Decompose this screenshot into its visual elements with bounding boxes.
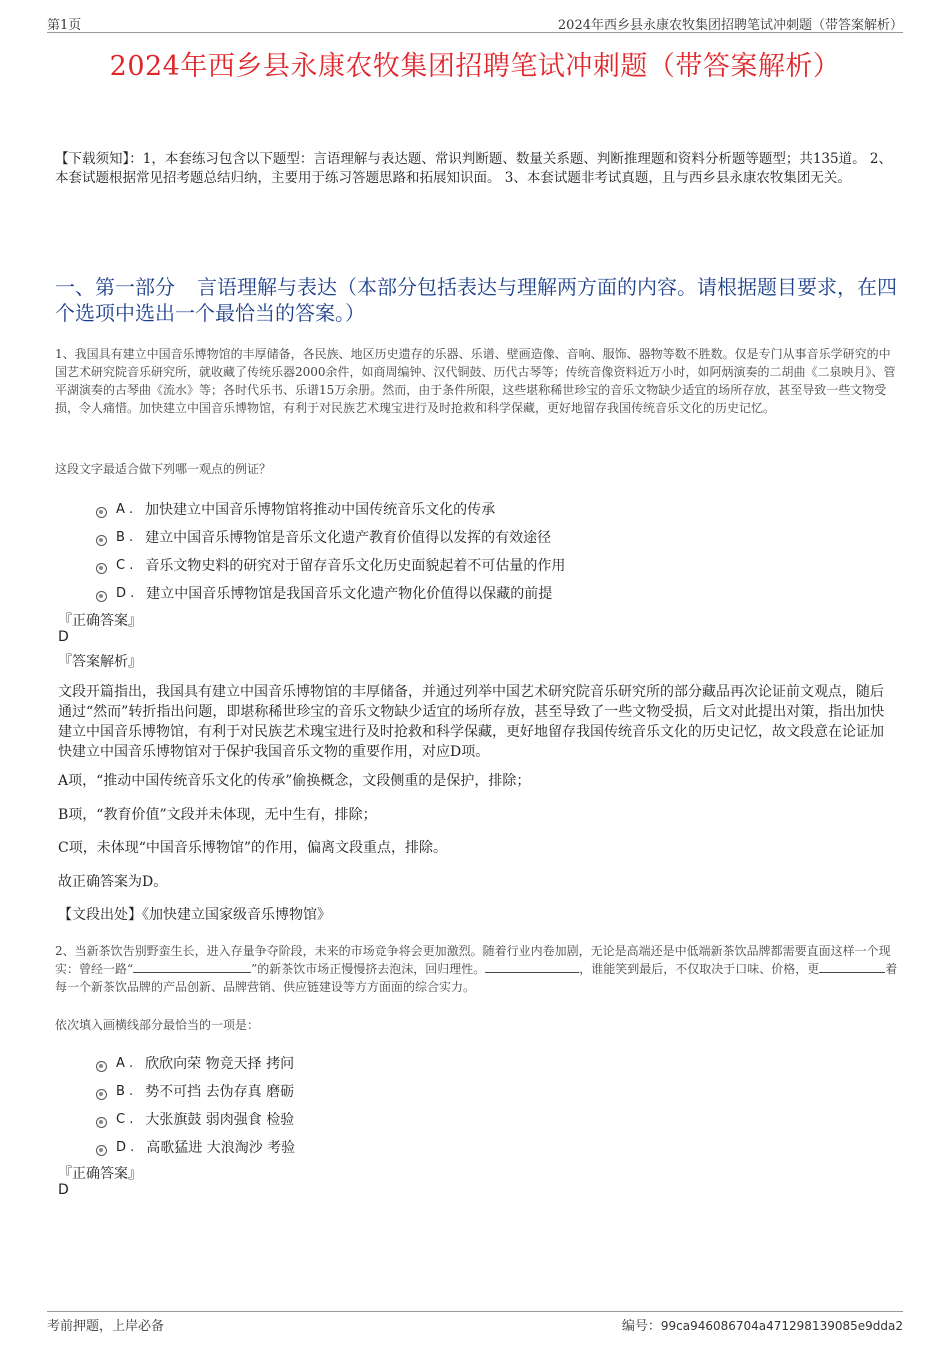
q2-text-part: 着每一个新茶饮品牌的产品创新、品牌营销、供应链建设等方方面面的综合实力。	[55, 962, 898, 994]
radio-icon[interactable]	[96, 1089, 107, 1100]
question-2-answer: D	[58, 1182, 69, 1198]
footer-code-label: 编号：	[621, 1319, 661, 1334]
question-2-text	[55, 942, 902, 996]
header-doc-title: 2024年西乡县永康农牧集团招聘笔试冲刺题（带答案解析）	[557, 18, 903, 33]
radio-icon[interactable]	[96, 563, 107, 574]
option-letter: B .	[116, 529, 134, 545]
question-1-note-c: C项，未体现“中国音乐博物馆”的作用，偏离文段重点，排除。	[58, 840, 448, 856]
question-1-source: 【文段出处】《加快建立国家级音乐博物馆》	[58, 907, 331, 923]
option-letter: A .	[116, 1055, 134, 1071]
option-text: 加快建立中国音乐博物馆将推动中国传统音乐文化的传承	[145, 502, 496, 518]
question-1-option-a[interactable]	[96, 495, 565, 523]
question-1-analysis: 文段开篇指出，我国具有建立中国音乐博物馆的丰厚储备，并通过列举中国艺术研究院音乐研究所的部分藏品再次论证前文观点，随后通过“然而”转折指出问题，即堪称稀世珍宝的音乐文物缺少适宜的场所存放，甚至导致了一些文物受损，后文对此提出对策，指出加快建立中国音乐博物馆，有利于对民族艺术瑰宝进行及时抢救和科学保藏，更好地留存我国传统音乐文化的历史记忆，故文段意在论证加快建立中国音乐博物馆对于保护我国音乐文物的重要作用，对应D项。	[58, 684, 885, 760]
download-notice: 【下载须知】：1，本套练习包含以下题型：言语理解与表达题、常识判断题、数量关系题、判断推理题和资料分析题等题型；共135道。 2、本套试题根据常见招考题总结归纳，主要用于练习答题思路和拓展知识面。 3、本套试题非考试真题，且与西乡县永康农牧集团无关。	[55, 151, 892, 186]
question-2-option-c[interactable]	[96, 1105, 295, 1133]
blank-1	[133, 960, 251, 973]
page-number: 第1页	[47, 18, 82, 33]
option-letter: C .	[116, 1111, 134, 1127]
option-letter: C .	[116, 557, 134, 573]
radio-icon[interactable]	[96, 1145, 107, 1156]
option-letter: A .	[116, 501, 134, 517]
blank-3	[819, 960, 885, 973]
option-text: 高歌猛进 大浪淘沙 考验	[146, 1140, 296, 1156]
question-2-options	[96, 1049, 295, 1161]
footer-slogan: 考前押题，上岸必备	[47, 1319, 165, 1334]
question-1-options	[96, 495, 565, 607]
question-1-option-b[interactable]	[96, 523, 565, 551]
question-2-answer-label: 『正确答案』	[58, 1166, 142, 1182]
question-1-answer-label: 『正确答案』	[58, 613, 142, 629]
page-footer	[47, 1311, 903, 1332]
question-2-option-b[interactable]	[96, 1077, 295, 1105]
option-text: 势不可挡 去伪存真 磨砺	[145, 1084, 295, 1100]
footer-code-value: 99ca946086704a471298139085e9dda2	[660, 1319, 903, 1333]
page-header	[47, 14, 903, 33]
radio-icon[interactable]	[96, 507, 107, 518]
section-heading	[55, 274, 902, 326]
radio-icon[interactable]	[96, 1061, 107, 1072]
footer-code	[622, 1315, 903, 1334]
q2-text-part: ，谁能笑到最后，不仅取决于口味、价格，更	[579, 962, 820, 976]
section-part: 一、第一部分	[55, 275, 175, 299]
question-1-note-b: B项，“教育价值”文段并未体现，无中生有，排除；	[58, 807, 377, 823]
question-2-prompt: 依次填入画横线部分最恰当的一项是：	[55, 1018, 260, 1032]
question-1-option-c[interactable]	[96, 551, 565, 579]
option-letter: D .	[116, 1139, 135, 1155]
q2-text-part: ”的新茶饮市场正慢慢挤去泡沫，回归理性。	[251, 962, 486, 976]
question-1-analysis-label: 『答案解析』	[58, 654, 142, 670]
question-1-conclusion: 故正确答案为D。	[58, 874, 168, 890]
option-text: 音乐文物史料的研究对于留存音乐文化历史面貌起着不可估量的作用	[145, 558, 566, 574]
option-letter: B .	[116, 1083, 134, 1099]
option-text: 欣欣向荣 物竞天择 拷问	[145, 1056, 295, 1072]
option-text: 大张旗鼓 弱肉强食 检验	[145, 1112, 295, 1128]
blank-2	[485, 960, 579, 973]
question-1-text: 1、我国具有建立中国音乐博物馆的丰厚储备，各民族、地区历史遗存的乐器、乐谱、壁画造像、音响、服饰、器物等数不胜数。仅是专门从事音乐学研究的中国艺术研究院音乐研究所，就收藏了传统乐器2000余件，如商周编钟、汉代铜鼓、历代古琴等；传统音像资料近万小时，如阿炳演奏的二胡曲《二泉映月》、管平湖演奏的古琴曲《流水》等；各时代乐书、乐谱15万余册。然而，由于条件所限，这些堪称稀世珍宝的音乐文物缺少适宜的场所存放，甚至导致一些文物受损，令人痛惜。加快建立中国音乐博物馆，有利于对民族艺术瑰宝进行及时抢救和科学保藏，更好地留存我国传统音乐文化的历史记忆。	[55, 347, 896, 415]
question-1-note-a: A项，“推动中国传统音乐文化的传承”偷换概念，文段侧重的是保护，排除；	[58, 773, 531, 789]
radio-icon[interactable]	[96, 535, 107, 546]
radio-icon[interactable]	[96, 591, 107, 602]
question-1-option-d[interactable]	[96, 579, 565, 607]
option-letter: D .	[116, 585, 135, 601]
question-1-prompt: 这段文字最适合做下列哪一观点的例证？	[55, 462, 272, 476]
document-title: 2024年西乡县永康农牧集团招聘笔试冲刺题（带答案解析）	[109, 51, 841, 82]
q2-text-part: 2、当新茶饮告别野蛮生长，进入存量争夺阶段，未来的市场竞争将会更加激烈。随着行业内卷加剧，无论是高端还是中低端新茶饮品牌都需要直面这样一个现实：曾经一路“	[55, 944, 891, 976]
option-text: 建立中国音乐博物馆是音乐文化遗产教育价值得以发挥的有效途径	[145, 530, 552, 546]
question-2-option-a[interactable]	[96, 1049, 295, 1077]
question-1-answer: D	[58, 629, 69, 645]
radio-icon[interactable]	[96, 1117, 107, 1128]
question-2-option-d[interactable]	[96, 1133, 295, 1161]
section-desc: 言语理解与表达（本部分包括表达与理解两方面的内容。请根据题目要求，在四个选项中选出一个最恰当的答案。）	[55, 275, 897, 325]
option-text: 建立中国音乐博物馆是我国音乐文化遗产物化价值得以保藏的前提	[146, 586, 553, 602]
